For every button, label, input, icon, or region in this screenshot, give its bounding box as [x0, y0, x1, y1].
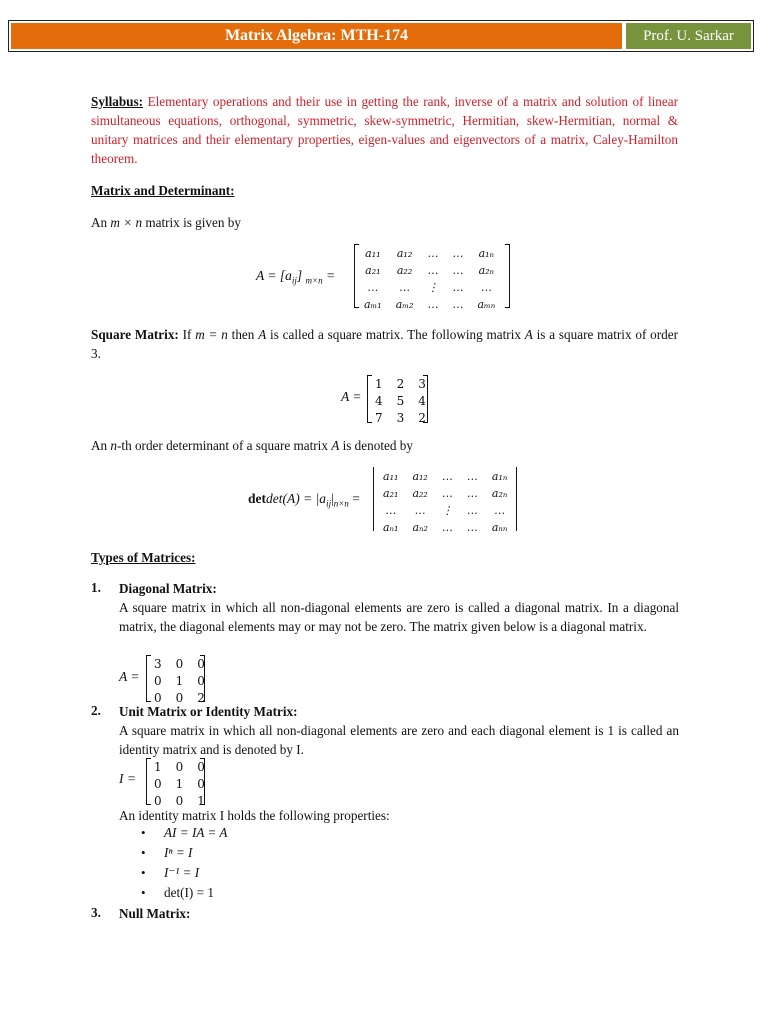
identity-lhs: I = [119, 771, 136, 786]
item-1-title: Diagonal Matrix: [119, 581, 217, 596]
matrix-cell: a₁ₙ [491, 470, 508, 483]
bullet-icon: • [141, 845, 146, 860]
page-header [8, 20, 754, 52]
intro-text-c: matrix is given by [142, 215, 241, 230]
matrix-row [377, 469, 513, 484]
square-matrix-paragraph [91, 325, 678, 363]
matrix-cell: … [480, 281, 492, 294]
determinant-intro [91, 436, 678, 455]
matrix-row [358, 246, 501, 261]
diag-right-bracket [200, 655, 205, 702]
matrix-cell: a₁₂ [396, 247, 413, 260]
eq-lhs: A = [a [256, 268, 292, 283]
matrix-cell: 0 [154, 691, 162, 705]
eq-sub-ij: ij [291, 275, 297, 286]
matrix-cell: 2 [418, 411, 426, 425]
matrix-cell: 0 [154, 674, 162, 688]
det-text-b: -th order determinant of a square matrix [117, 438, 332, 453]
det-var-a: A [331, 438, 340, 453]
det-lhs: det(A) = |a [266, 491, 327, 506]
matrix-cell: … [414, 504, 426, 517]
diag-lhs: A = [119, 669, 140, 684]
matrix-cell: 0 [197, 760, 205, 774]
matrix-cell: 1 [175, 777, 184, 791]
matrix-cell: aₘₙ [477, 298, 496, 311]
matrix-cell: 0 [197, 657, 205, 671]
eq-sub-mn: m×n [305, 275, 323, 286]
matrix-cell: … [427, 264, 439, 277]
matrix-cell: … [494, 504, 506, 517]
matrix-cell: … [452, 298, 464, 311]
types-heading: Types of Matrices: [91, 550, 196, 565]
matrix-cell: a₂₁ [383, 487, 399, 500]
matrix-cell: 3 [418, 377, 426, 391]
matrix-cell: a₁ₙ [478, 247, 495, 260]
matrix-row [377, 520, 513, 535]
square-cond: m = n [195, 327, 228, 342]
intro-dims: m × n [110, 215, 143, 230]
matrix-cell: … [367, 281, 379, 294]
square-right-bracket [423, 375, 428, 423]
general-matrix [356, 244, 503, 314]
matrix-cell: … [466, 487, 478, 500]
matrix-cell: … [441, 487, 453, 500]
square-var-a2: A [524, 327, 533, 342]
identity-right-bracket [200, 758, 205, 805]
identity-prop-4: det(I) = 1 [164, 885, 214, 900]
identity-prop-1: AI = IA = A [164, 825, 228, 840]
matrix-cell: 0 [175, 657, 184, 671]
matrix-row [358, 280, 501, 295]
matrix-cell: 0 [197, 777, 205, 791]
item-1-text: A square matrix in which all non-diagonal elements are zero is called a diagonal matrix. In a diagonal matrix, the diagonal elements may or may not be zero. The matrix given below is a diagonal matrix. [119, 600, 679, 634]
matrix-cell: 0 [154, 794, 162, 808]
matrix-cell: … [466, 504, 478, 517]
square-text-d: is a square matrix of order 3. [91, 327, 678, 361]
matrix-cell: … [452, 247, 464, 260]
matrix-cell: 5 [396, 394, 405, 408]
item-3-number: 3. [91, 905, 101, 920]
identity-prop-2: Iⁿ = I [164, 845, 193, 860]
identity-prop-3: I⁻¹ = I [164, 865, 200, 880]
matrix-cell: aₙ₂ [412, 521, 428, 534]
matrix-cell: 1 [175, 674, 184, 688]
matrix-cell: … [385, 504, 397, 517]
eq-close: ] [296, 268, 306, 283]
syllabus-text: Elementary operations and their use in getting the rank, inverse of a matrix and solution of linear simultaneous equations, orthogonal, symmetric, skew-symmetric, Hermitian, skew-Hermitian, normal & unitary matrices and their elementary properties, eigen-values and eigenvectors of a matrix, Caley-Hamilton theorem. [91, 94, 678, 166]
det-text-c: is denoted by [339, 438, 413, 453]
matrix-cell: aₙₙ [491, 521, 508, 534]
matrix-cell: a₁₂ [412, 470, 428, 483]
matrix-cell: 1 [197, 794, 205, 808]
matrix-cell: a₁₁ [365, 247, 381, 260]
syllabus-paragraph [91, 92, 678, 168]
square-text-a: If [178, 327, 196, 342]
det-sub-nn: n×n [333, 498, 349, 509]
matrix-cell: ⋮ [427, 281, 439, 294]
item-3-title: Null Matrix: [119, 906, 191, 921]
matrix-cell: 4 [375, 394, 383, 408]
author-name: Prof. U. Sarkar [626, 23, 751, 49]
matrix-cell: 2 [396, 377, 405, 391]
matrix-cell: aₘ₁ [364, 298, 382, 311]
matrix-cell: … [441, 470, 453, 483]
matrix-cell: … [452, 264, 464, 277]
matrix-cell: 0 [197, 674, 205, 688]
square-label: Square Matrix: [91, 327, 179, 342]
det-text-a: An [91, 438, 111, 453]
matrix-cell: a₂ₙ [491, 487, 508, 500]
det-n: n [110, 438, 118, 453]
bullet-icon: • [141, 825, 146, 840]
course-title: Matrix Algebra: MTH-174 [11, 23, 622, 49]
matrix-row [377, 486, 513, 501]
matrix-cell: … [466, 521, 478, 534]
matrix-cell: … [452, 281, 464, 294]
matrix-row [358, 263, 501, 278]
item-2-title: Unit Matrix or Identity Matrix: [119, 704, 298, 719]
det-sub-ij: ij [326, 498, 332, 509]
matrix-cell: … [466, 470, 478, 483]
syllabus-label: Syllabus: [91, 94, 144, 109]
matrix-cell: a₁₁ [383, 470, 399, 483]
item-1-number: 1. [91, 580, 101, 595]
square-text-c: is called a square matrix. The following matrix [266, 327, 525, 342]
matrix-cell: ⋮ [441, 504, 453, 517]
matrix-cell: a₂₂ [396, 264, 413, 277]
determinant-matrix [375, 467, 515, 537]
matrix-cell: … [441, 521, 453, 534]
matrix-cell: 4 [418, 394, 426, 408]
bullet-icon: • [141, 865, 146, 880]
matrix-cell: aₘ₂ [395, 298, 414, 311]
det-left-bar [373, 467, 374, 531]
matrix-cell: 0 [175, 760, 184, 774]
matrix-intro [91, 213, 678, 232]
matrix-cell: a₂₂ [412, 487, 428, 500]
matrix-cell: 3 [154, 657, 162, 671]
matrix-cell: … [399, 281, 411, 294]
matrix-row [358, 297, 501, 312]
identity-props-intro: An identity matrix I holds the following properties: [119, 808, 390, 823]
matrix-cell: … [427, 247, 439, 260]
matrix-cell: 3 [396, 411, 405, 425]
matrix-cell: 1 [375, 377, 383, 391]
matrix-cell: 0 [175, 691, 184, 705]
matrix-cell: a₂ₙ [478, 264, 495, 277]
bullet-icon: • [141, 885, 146, 900]
matrix-determinant-heading: Matrix and Determinant: [91, 183, 235, 198]
item-2-text: A square matrix in which all non-diagonal elements are zero and each diagonal element is 1 is called an identity matrix and is denoted by I. [119, 723, 679, 757]
square-lhs: A = [341, 389, 362, 404]
determinant-lhs: $detdet(A) = |a_{ij}|_{n\times n}$ = [248, 491, 360, 509]
matrix-cell: 0 [175, 794, 184, 808]
matrix-row [377, 503, 513, 518]
item-2-number: 2. [91, 703, 101, 718]
general-matrix-lhs: $A = [a_{ij}] _{m\times n}$ = [256, 268, 336, 286]
matrix-cell: 7 [375, 411, 383, 425]
matrix-cell: 2 [197, 691, 205, 705]
matrix-cell: a₂₁ [365, 264, 381, 277]
matrix-cell: … [427, 298, 439, 311]
intro-text-a: An [91, 215, 111, 230]
det-right-bar [516, 467, 517, 531]
square-text-b: then [227, 327, 259, 342]
matrix-cell: aₙ₁ [383, 521, 399, 534]
general-matrix-right-bracket [505, 244, 510, 308]
square-var-a: A [258, 327, 267, 342]
matrix-cell: 1 [154, 760, 162, 774]
matrix-cell: 0 [154, 777, 162, 791]
